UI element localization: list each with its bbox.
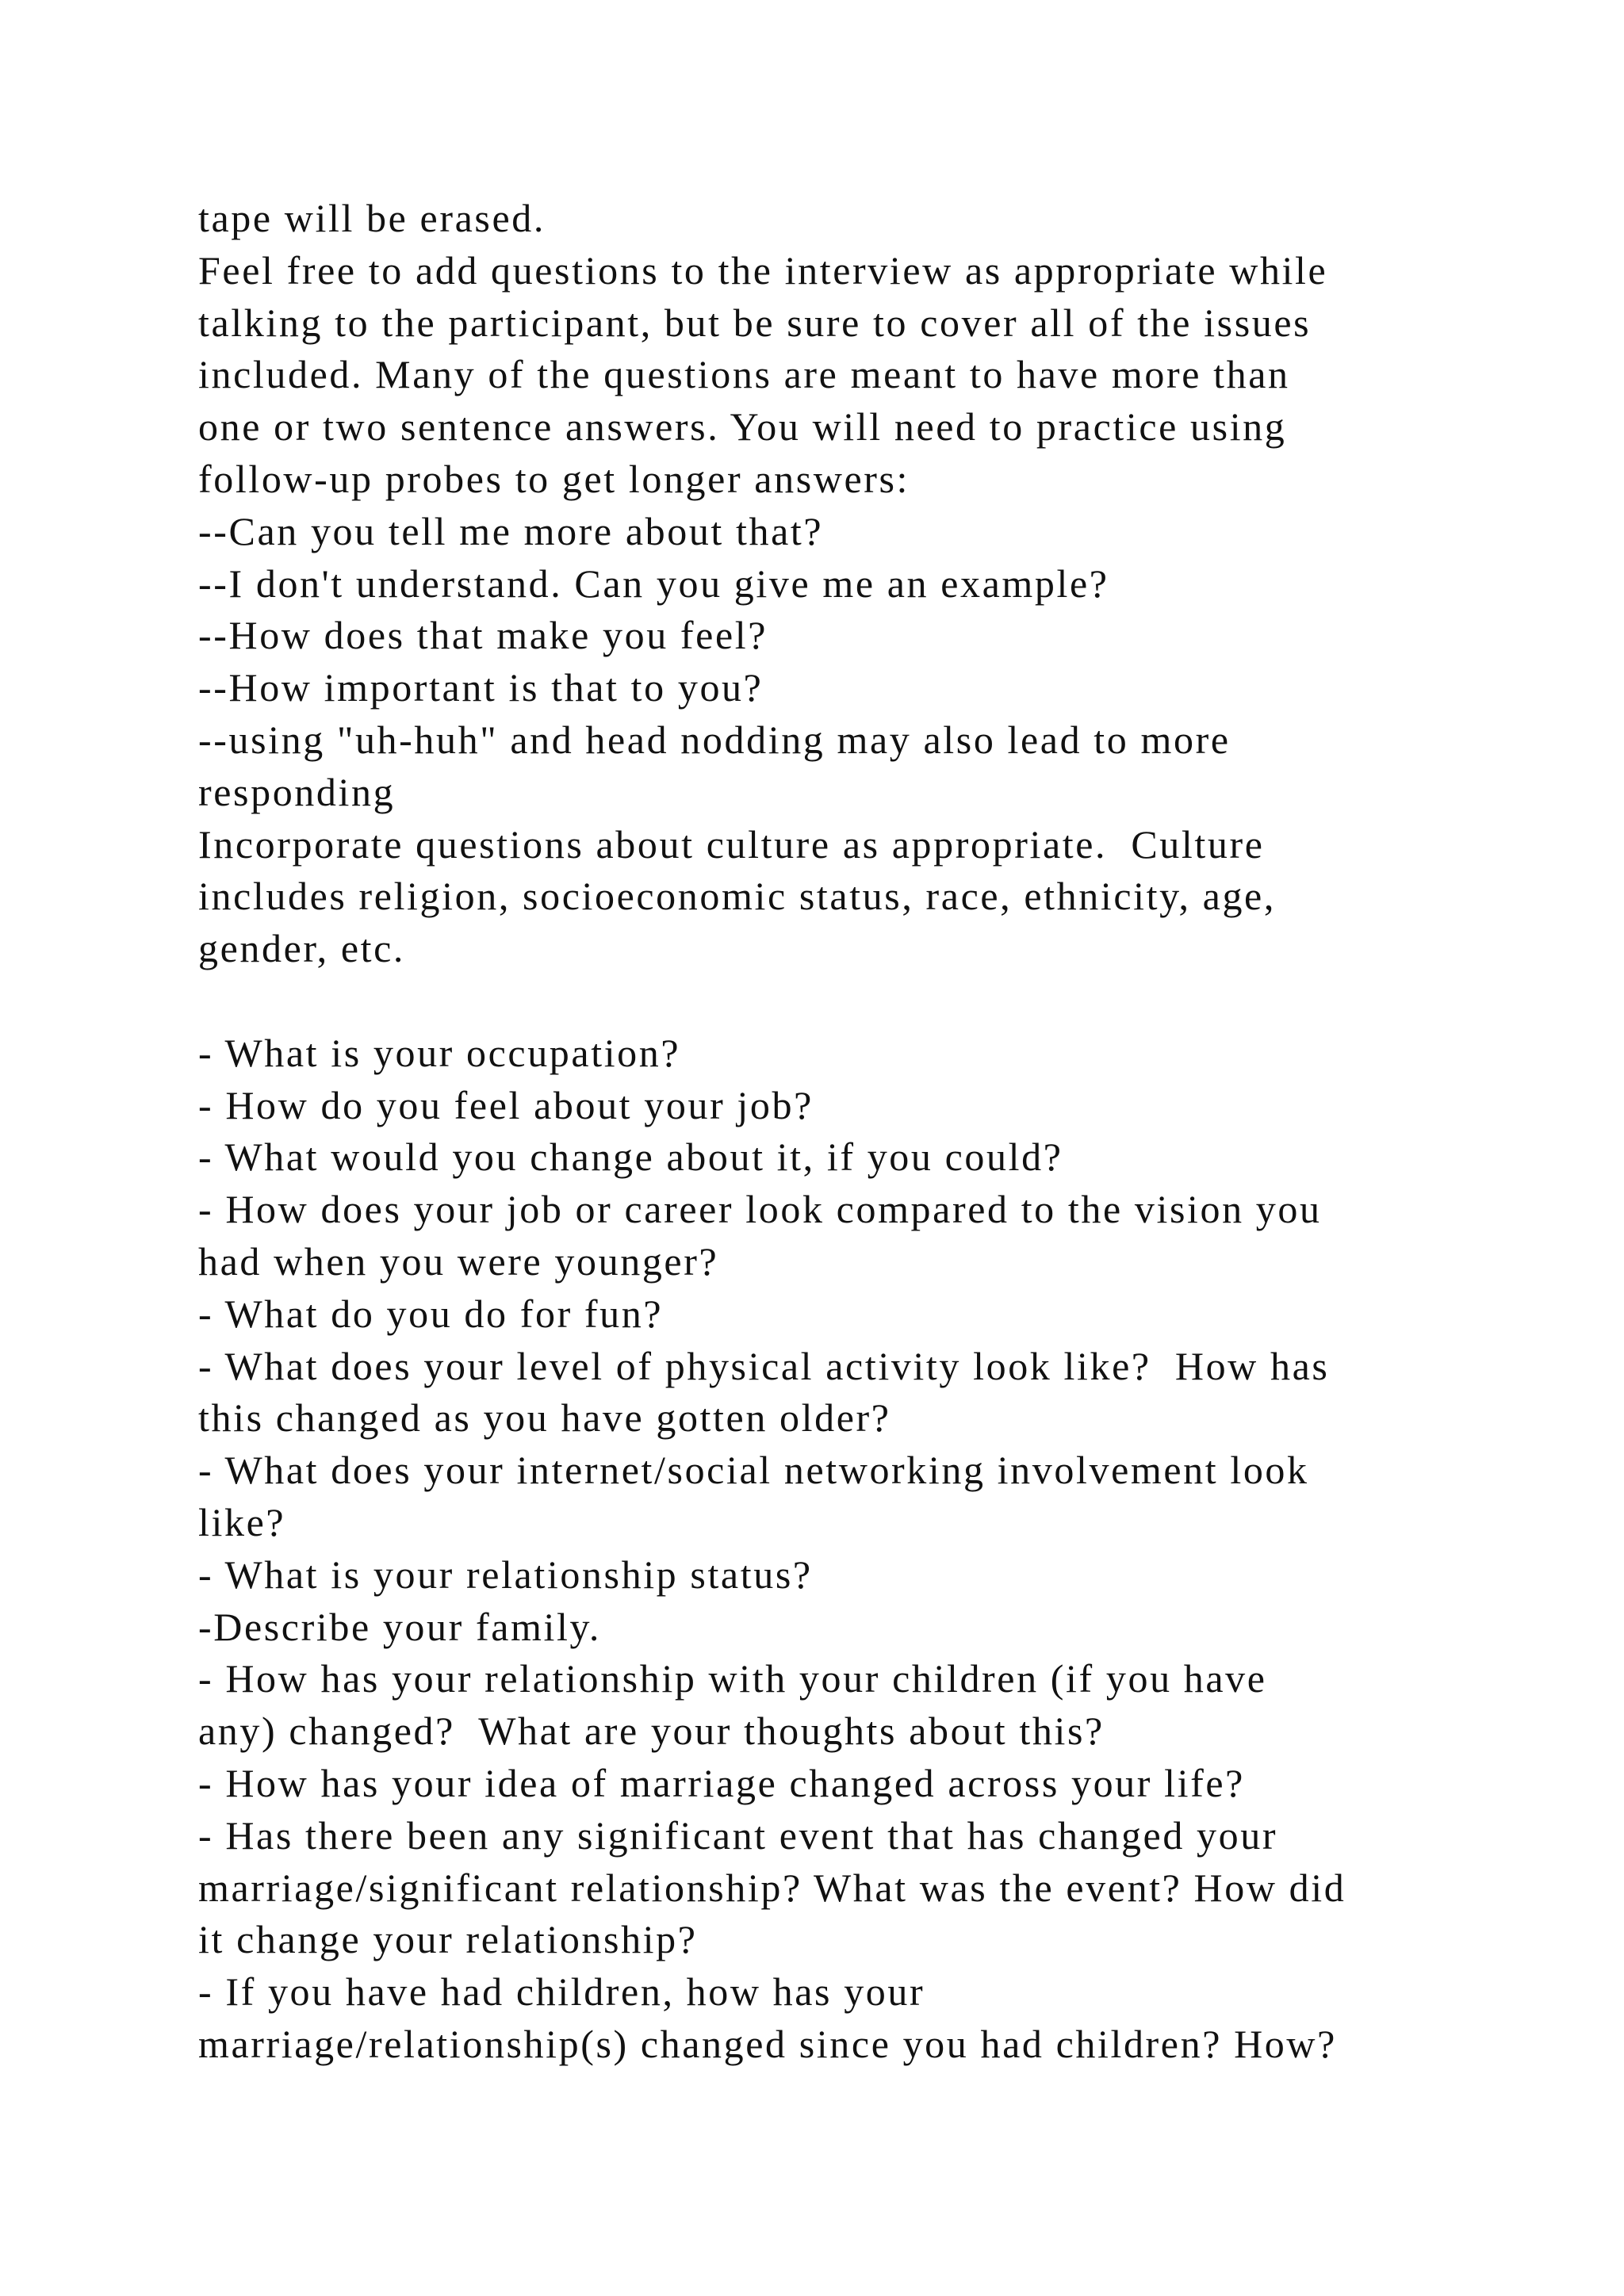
question-line: - How has your relationship with your children (if you have — [198, 1656, 1267, 1701]
text-line: --Can you tell me more about that? — [198, 508, 824, 553]
question-line: this changed as you have gotten older? — [198, 1395, 891, 1441]
question-line: marriage/significant relationship? What was the event? How did — [198, 1865, 1346, 1910]
text-line: talking to the participant, but be sure to cover all of the issues — [198, 300, 1312, 345]
question-line: it change your relationship? — [198, 1917, 698, 1962]
text-line: Feel free to add questions to the interview as appropriate while — [198, 247, 1328, 293]
text-line: gender, etc. — [198, 926, 406, 971]
text-line: --How important is that to you? — [198, 665, 764, 710]
document-body — [198, 193, 1507, 2071]
text-line: Incorporate questions about culture as appropriate. Culture — [198, 821, 1265, 867]
question-line: - What does your level of physical activity look like? How has — [198, 1343, 1330, 1388]
question-line: -Describe your family. — [198, 1604, 601, 1649]
text-line: --using "uh-huh" and head nodding may also lead to more — [198, 717, 1231, 762]
question-line: like? — [198, 1499, 286, 1544]
question-line: any) changed? What are your thoughts about this? — [198, 1709, 1105, 1754]
text-line: included. Many of the questions are meant to have more than — [198, 352, 1290, 397]
blank-line — [198, 975, 1507, 1027]
text-line: one or two sentence answers. You will need to practice using — [198, 404, 1287, 450]
question-line: - How has your idea of marriage changed across your life? — [198, 1760, 1245, 1805]
question-line: - What is your relationship status? — [198, 1552, 813, 1597]
text-line: tape will be erased. — [198, 196, 546, 240]
question-line: - What would you change about it, if you could? — [198, 1135, 1063, 1180]
question-line: - How do you feel about your job? — [198, 1082, 814, 1127]
text-line: responding — [198, 769, 396, 814]
question-line: - What does your internet/social networking involvement look — [198, 1448, 1309, 1493]
text-line: --I don't understand. Can you give me an example? — [198, 561, 1109, 606]
text-line: --How does that make you feel? — [198, 613, 768, 658]
text-line: follow-up probes to get longer answers: — [198, 456, 910, 501]
text-line: includes religion, socioeconomic status, race, ethnicity, age, — [198, 874, 1276, 919]
question-line: had when you were younger? — [198, 1238, 719, 1284]
question-line: - What is your occupation? — [198, 1030, 681, 1075]
question-line: - What do you do for fun? — [198, 1291, 664, 1336]
question-line: marriage/relationship(s) changed since you had children? How? — [198, 2021, 1337, 2066]
question-line: - How does your job or career look compared to the vision you — [198, 1187, 1322, 1232]
question-line: - If you have had children, how has your — [198, 1969, 925, 2015]
question-line: - Has there been any significant event that has changed your — [198, 1812, 1278, 1858]
